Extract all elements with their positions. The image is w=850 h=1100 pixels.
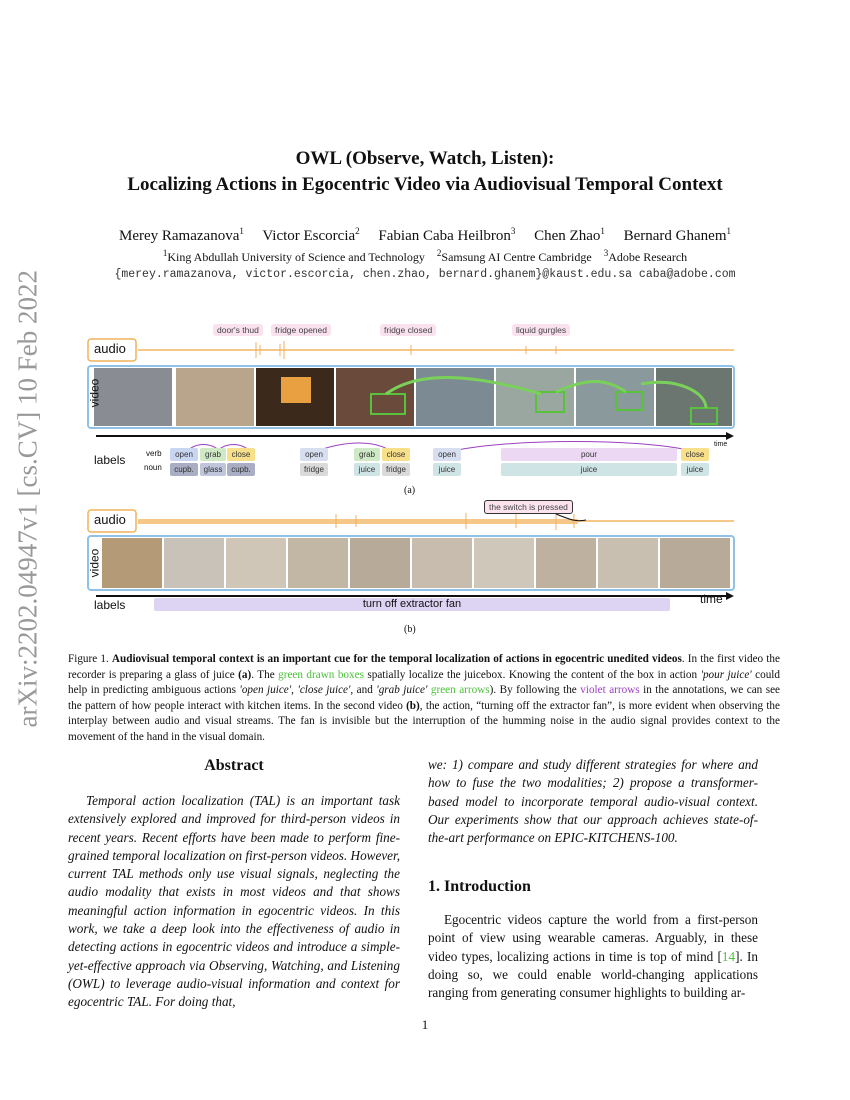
noun-chip: cupb.	[170, 463, 198, 476]
noun-chip: fridge	[382, 463, 410, 476]
subfigure-a-label: (a)	[404, 485, 416, 496]
author-list	[0, 226, 850, 245]
video-frames	[102, 538, 730, 588]
verb-chip: pour	[501, 448, 677, 461]
author: Merey Ramazanova$^1$	[119, 226, 244, 244]
annotation-fridge-opened: fridge opened	[271, 324, 331, 336]
affiliations: $^1$King Abdullah University of Science and Technology $^2$Samsung AI Centre Cambridge $^3$Adobe Research	[162, 248, 688, 264]
video-frames	[94, 368, 732, 426]
author-emails: {merey.ramazanova, victor.escorcia, chen.zhao, bernard.ghanem}@kaust.edu.sa caba@adobe.com	[114, 268, 736, 281]
figure-1b-graphic	[86, 500, 750, 640]
noun-chip: juice	[433, 463, 461, 476]
noun-label: noun	[144, 463, 162, 472]
noun-chip: juice	[354, 463, 380, 476]
audio-waveform-hum	[138, 519, 578, 524]
arxiv-stamp-text: arXiv:2202.04947v1 [cs.CV] 10 Feb 2022	[12, 270, 43, 728]
author: Chen Zhao$^1$	[534, 226, 605, 244]
verb-chip: open	[300, 448, 328, 461]
verb-chip: grab	[200, 448, 226, 461]
verb-label: verb	[146, 449, 162, 458]
annotation-liquid-gurgles: liquid gurgles	[512, 324, 570, 336]
audio-label: audio	[94, 341, 126, 356]
action-label: turn off extractor fan	[362, 598, 462, 610]
video-label: video	[87, 378, 102, 408]
annotation-doors-thud: door's thud	[213, 324, 263, 336]
author: Victor Escorcia$^2$	[262, 226, 360, 244]
labels-label: labels	[94, 598, 126, 612]
arxiv-stamp	[6, 270, 50, 730]
citation-link[interactable]: 14	[721, 948, 736, 964]
figure-1a	[86, 322, 750, 500]
time-label: time	[700, 592, 723, 606]
noun-chip: juice	[501, 463, 677, 476]
verb-chip: open	[433, 448, 461, 461]
noun-chip: fridge	[300, 463, 328, 476]
abstract-continuation: we: 1) compare and study different strategies for where and how to fuse the two modalities; 2) propose a transformer-based model to incorporate temporal audio-visual context. Our experiments show that our approach achieves state-of-the-art performance on EPIC-KITCHENS-100.	[428, 757, 758, 846]
abstract-body: Temporal action localization (TAL) is an important task extensively explored and improved for third-person videos in recent years. Recent efforts have been made to perform fine-grained temporal localization on first-person videos. However, current TAL methods only use visual signals, neglecting the audio modality that exists in most videos and that shows meaningful action information in egocentric videos. In this work, we take a deep look into the effectiveness of audio in detecting actions in egocentric videos and introduce a simple-yet-effective approach via Observing, Watching, and Listening (OWL) to leverage audio-visual information and context for egocentric TAL. For doing that,	[68, 793, 400, 1010]
paper-title-line1: OWL (Observe, Watch, Listen):	[295, 148, 555, 169]
page-number: 1	[421, 1017, 429, 1032]
video-label: video	[87, 548, 102, 578]
introduction-heading: 1. Introduction	[428, 878, 531, 895]
subfigure-b-label: (b)	[404, 624, 416, 635]
annotation-fridge-closed: fridge closed	[380, 324, 436, 336]
noun-chip: juice	[681, 463, 709, 476]
verb-chip: open	[170, 448, 198, 461]
author: Bernard Ghanem$^1$	[623, 226, 731, 244]
verb-chip: close	[382, 448, 410, 461]
verb-chip: close	[681, 448, 709, 461]
noun-chip: glass	[200, 463, 226, 476]
author: Fabian Caba Heilbron$^3$	[378, 226, 516, 244]
labels-label: labels	[94, 453, 126, 467]
introduction-body: Egocentric videos capture the world from a first-person point of view using wearable cameras. Arguably, in these video types, localizing actions in time is top of mind [14]. In doing so, we could enable world-changing applications ranging from generating consumer highlights to building ar-	[428, 912, 758, 1001]
time-label: time	[714, 441, 728, 448]
verb-chip: grab	[354, 448, 380, 461]
verb-chip: close	[227, 448, 255, 461]
annotation-switch-pressed: the switch is pressed	[484, 500, 573, 514]
noun-chip: cupb.	[227, 463, 255, 476]
abstract-heading: Abstract	[204, 757, 264, 774]
figure-caption: Figure 1. Audiovisual temporal context is an important cue for the temporal localization of actions in egocentric unedited videos. In the first video the recorder is preparing a glass of juice (a). The green drawn boxes spatially localize the juicebox. Knowing the content of the box in action 'pour juice' could help in predicting ambiguous actions 'open juice', 'close juice', and 'grab juice' green arrows). By following the violet arrows in the annotations, we can see the pattern of how people interact with kitchen items. In the second video (b), the action, “turning off the extractor fan”, is more evident when observing the interplay between audio and visual streams. The fan is invisible but the interruption of the humming noise in the audio signal provides context to the movement of the hand in the visual domain.	[68, 653, 781, 743]
figure-1b	[86, 500, 750, 640]
audio-label: audio	[94, 512, 126, 527]
paper-title-line2: Localizing Actions in Egocentric Video via Audiovisual Temporal Context	[127, 174, 723, 195]
